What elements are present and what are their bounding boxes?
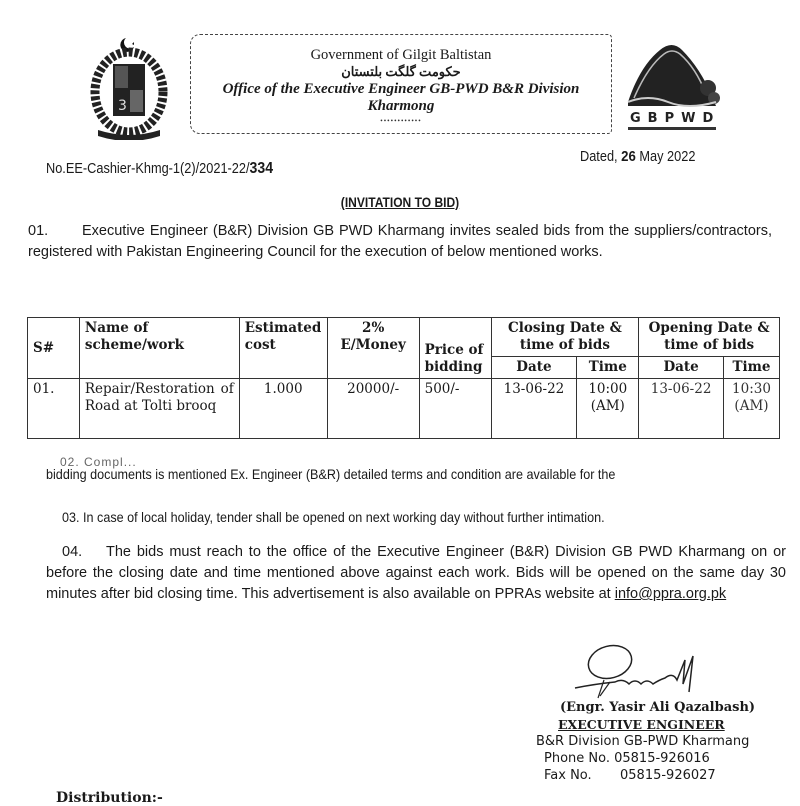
paragraph-04 xyxy=(46,542,786,605)
header-opening-time: Time xyxy=(723,357,779,379)
dated-label: Dated, xyxy=(580,149,618,165)
distribution-heading: Distribution:- xyxy=(56,790,163,806)
table-row xyxy=(28,379,780,439)
svg-text:3: 3 xyxy=(118,98,127,114)
paragraph-02: bidding documents is mentioned Ex. Engineer (B&R) detailed terms and condition are available for the xyxy=(46,466,616,482)
bids-table xyxy=(27,317,780,439)
header-closing: Closing Date & time of bids xyxy=(491,318,639,357)
office-location: Kharmong xyxy=(367,98,435,114)
government-name: Government of Gilgit Baltistan xyxy=(310,47,492,63)
paragraph-number: 01. xyxy=(28,223,49,239)
paragraph-01 xyxy=(28,221,772,263)
fax-number: 05815-926027 xyxy=(620,768,716,783)
header-opening-date: Date xyxy=(639,357,724,379)
header-closing-date: Date xyxy=(491,357,577,379)
fax-label: Fax No. xyxy=(544,768,592,783)
cell-opening-date: 13-06-22 xyxy=(639,379,724,439)
document-title: (INVITATION TO BID) xyxy=(340,194,460,210)
header-sno: S# xyxy=(28,318,80,379)
header-closing-time: Time xyxy=(577,357,639,379)
cell-closing-date: 13-06-22 xyxy=(491,379,577,439)
dated-month-year: May 2022 xyxy=(639,149,696,165)
cell-emoney: 20000/- xyxy=(327,379,419,439)
header-estimated-cost: Estimated cost xyxy=(239,318,327,379)
cell-closing-time: 10:00 (AM) xyxy=(577,379,639,439)
dated-day: 26 xyxy=(621,148,636,165)
reference-number xyxy=(46,160,273,178)
signatory-fax xyxy=(536,767,786,784)
table-header-row xyxy=(28,318,780,357)
header-scheme-name: Name of scheme/work xyxy=(79,318,239,379)
ppra-email-link[interactable]: info@ppra.org.pk xyxy=(614,586,727,602)
paragraph-02-partial: 02. Compl... xyxy=(60,455,137,469)
logo-text: GBPWD xyxy=(630,111,721,126)
government-name-urdu: حکومت گلگت بلتستان xyxy=(341,64,461,79)
paragraph-text: Executive Engineer (B&R) Division GB PWD Kharmang invites sealed bids from the suppliers/contractors, registered with Pakistan Engineering Council for the execution of below mentioned works. xyxy=(28,223,772,260)
signature-icon xyxy=(570,640,730,700)
reference-handwritten-number: 334 xyxy=(249,160,274,177)
paragraph-number: 04. xyxy=(62,544,83,560)
cell-price: 500/- xyxy=(419,379,491,439)
decorative-dots: •••••••••••• xyxy=(380,117,422,125)
paragraph-text: The bids must reach to the office of the Executive Engineer (B&R) Division GB PWD Kharmang on or before the closing date and time mentioned above against each work. Bids will be opened on the same day 30 minutes after bid closing time. This advertisement is also available on PPRAs website at xyxy=(46,544,786,602)
signatory-name: (Engr. Yasir Ali Qazalbash) xyxy=(560,700,756,715)
header-emoney: 2% E/Money xyxy=(327,318,419,379)
header-price-of-bidding: Price of bidding xyxy=(419,318,491,379)
state-emblem-icon xyxy=(88,34,170,140)
reference-prefix: No.EE-Cashier-Khmg-1(2)/2021-22/ xyxy=(46,161,250,177)
cell-sno: 01. xyxy=(28,379,80,439)
office-name: Office of the Executive Engineer GB-PWD B&R Division xyxy=(222,81,580,97)
signatory-block xyxy=(536,699,786,784)
signatory-title: EXECUTIVE ENGINEER xyxy=(558,717,725,732)
signatory-division: B&R Division GB-PWD Kharmang xyxy=(536,734,750,749)
header-opening: Opening Date & time of bids xyxy=(639,318,780,357)
signatory-phone: Phone No. 05815-926016 xyxy=(544,751,710,766)
cell-scheme-name: Repair/Restoration of Road at Tolti brooq xyxy=(79,379,239,439)
letterhead-box xyxy=(190,34,612,134)
date-line xyxy=(580,148,695,165)
cell-opening-time: 10:30 (AM) xyxy=(723,379,779,439)
gbpwd-logo-icon xyxy=(620,36,724,132)
paragraph-03: 03. In case of local holiday, tender shall be opened on next working day without further intimation. xyxy=(62,509,605,525)
cell-estimated-cost: 1.000 xyxy=(239,379,327,439)
